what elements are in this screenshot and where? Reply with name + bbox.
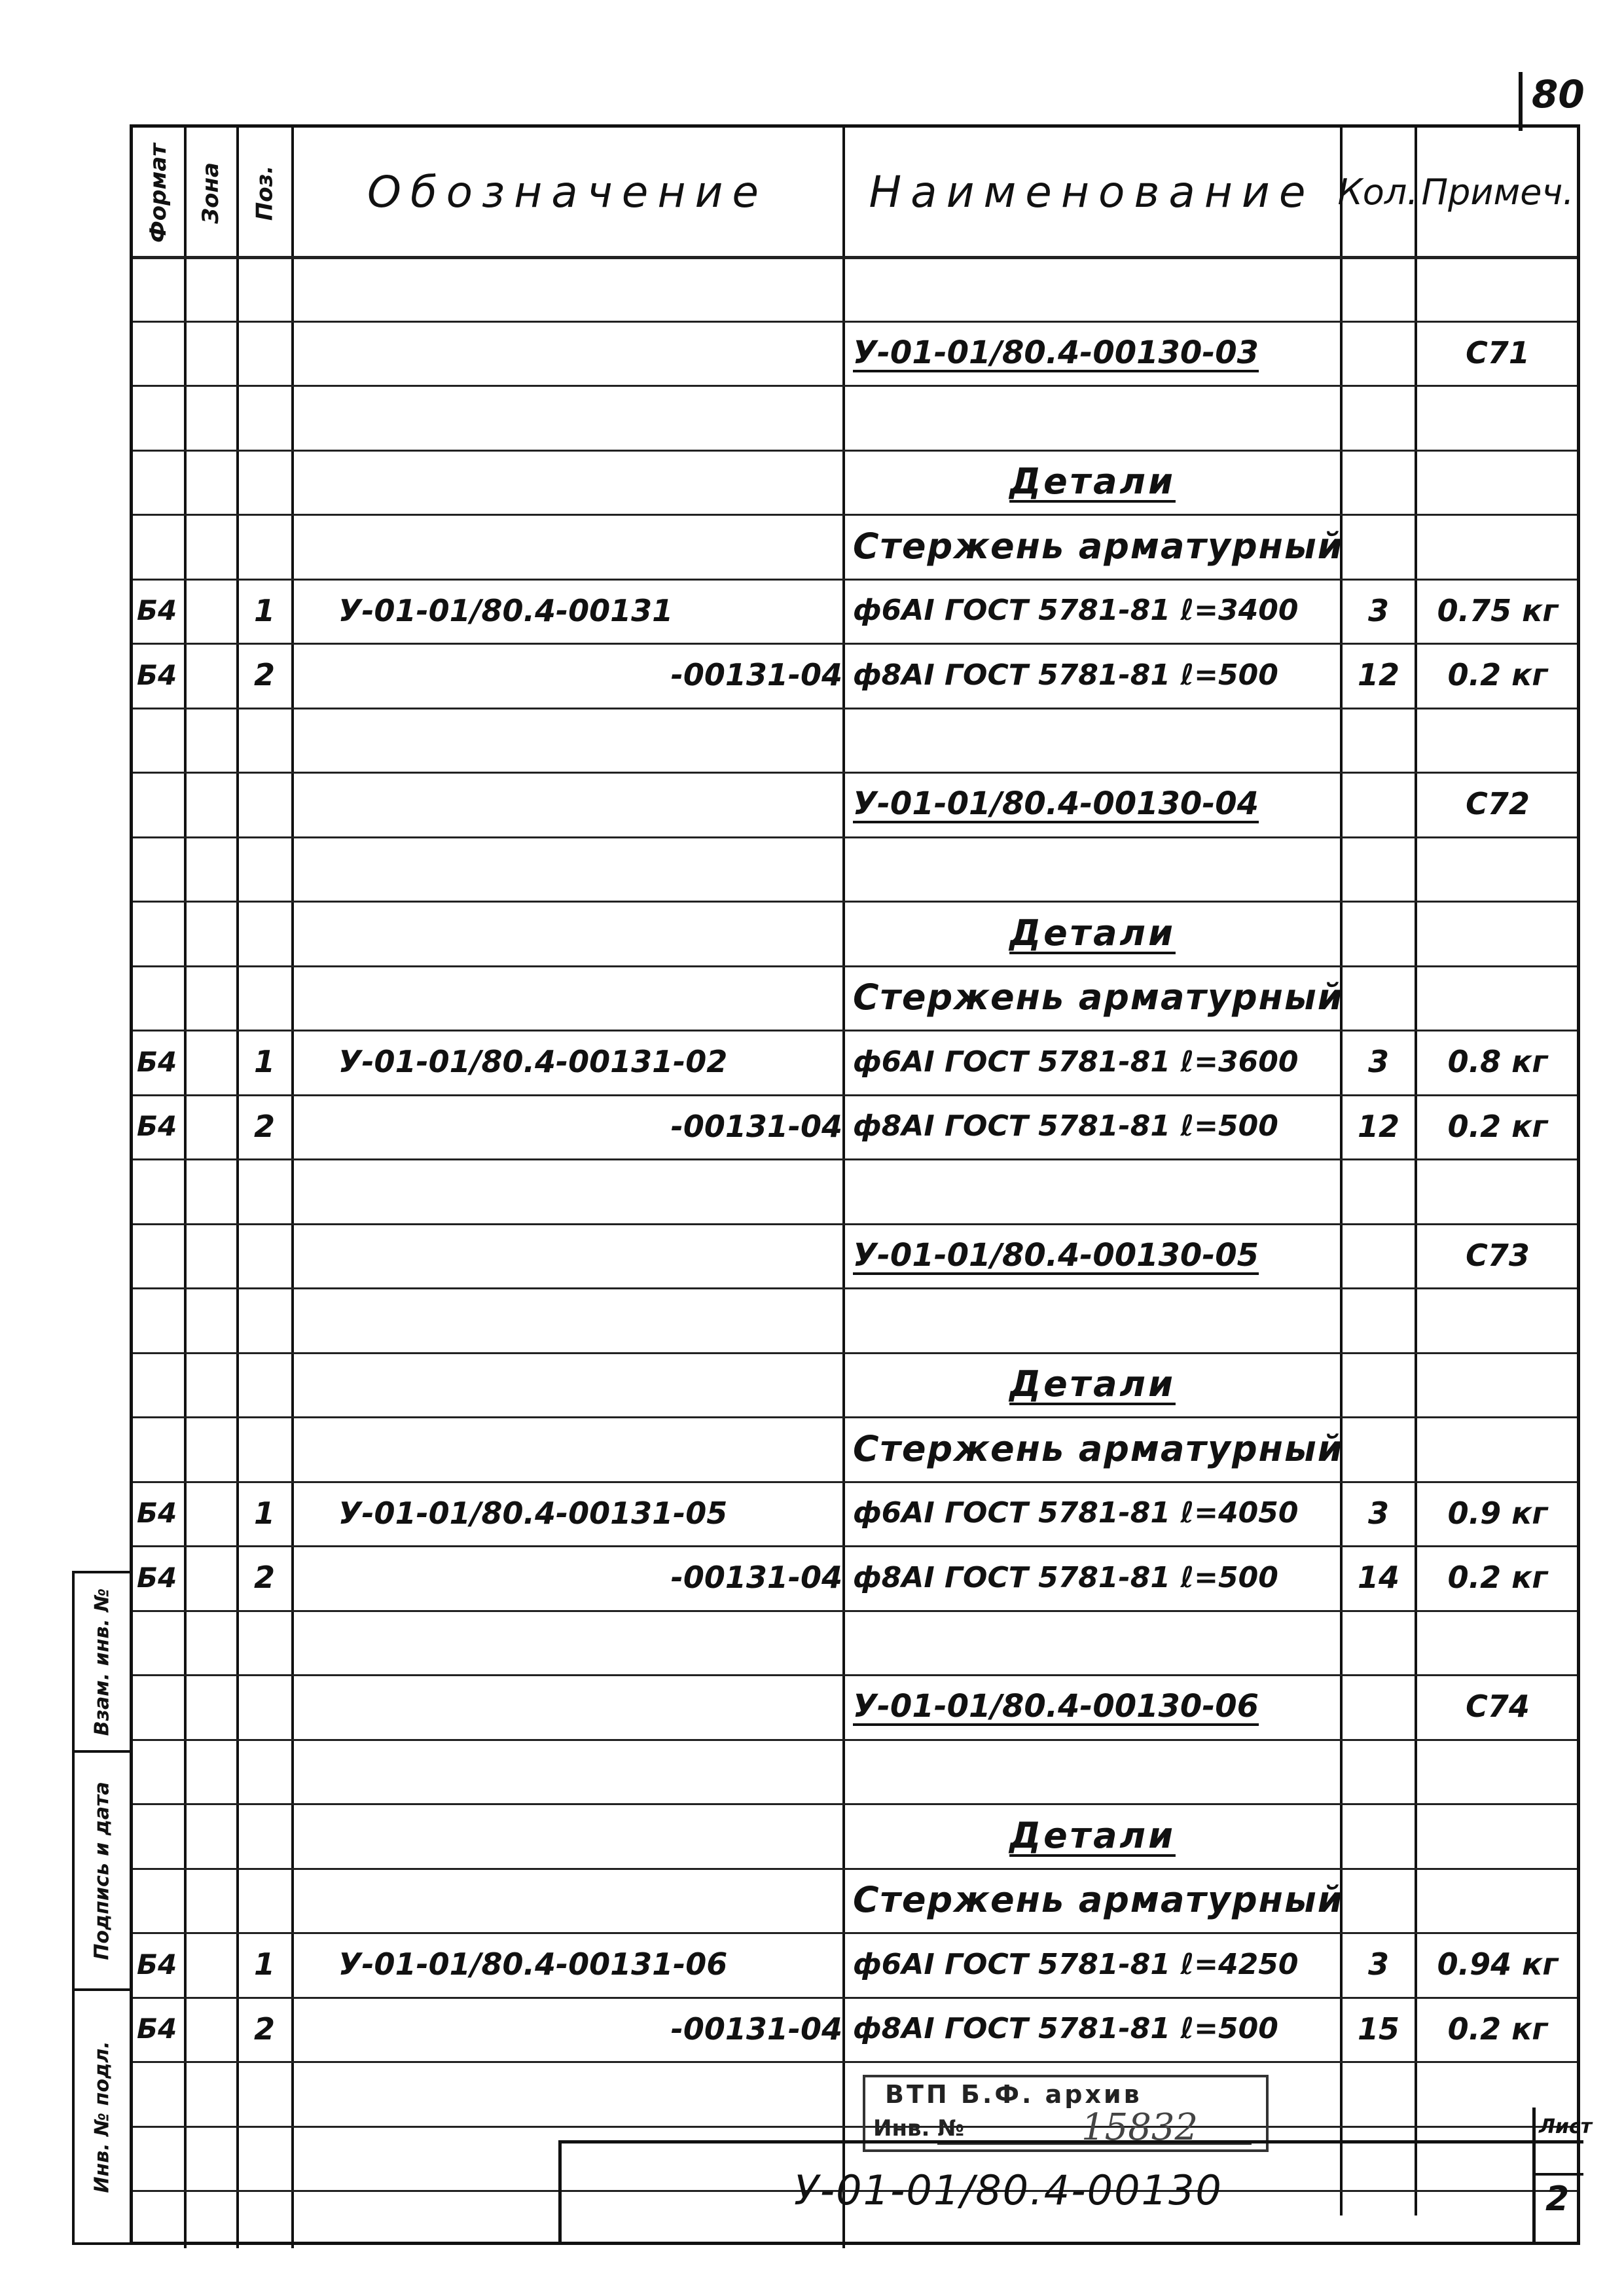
row-naimenovanie-text: ф6АI ГОСТ 5781-81 ℓ=4250 [853, 1947, 1299, 1981]
row-kol [1341, 1932, 1416, 1996]
row-oboznachenie [293, 1030, 888, 1094]
row-oboznachenie [293, 256, 888, 320]
row-naimenovanie [844, 321, 1350, 385]
row-naimenovanie [844, 772, 1350, 836]
row-oboznachenie [293, 579, 888, 643]
row-pos [238, 772, 291, 836]
row-pos [238, 1416, 291, 1480]
row-naimenovanie [844, 450, 1341, 514]
row-kol-text: 3 [1367, 1495, 1389, 1531]
row-kol [1341, 514, 1416, 578]
row-naimenovanie [844, 1030, 1350, 1094]
row-oboznachenie [293, 1868, 888, 1932]
strip-podpis-data: Подпись и дата [75, 1753, 130, 1991]
row-oboznachenie-text: -00131-04 [670, 2011, 842, 2047]
row-naimenovanie [844, 965, 1350, 1030]
row-naimenovanie-text: ф8АI ГОСТ 5781-81 ℓ=500 [853, 1109, 1278, 1143]
row-oboznachenie [293, 1223, 888, 1287]
row-format [133, 1610, 188, 1674]
row-pos-text: 1 [253, 592, 275, 628]
row-naimenovanie-text: Стержень арматурный [853, 1879, 1344, 1920]
header-format: Формат [145, 143, 172, 243]
row-naimenovanie [844, 901, 1341, 965]
row-oboznachenie [293, 321, 888, 385]
row-kol [1341, 1803, 1416, 1867]
row-pos [238, 1739, 291, 1803]
row-pos [238, 1545, 291, 1609]
row-naimenovanie-text: Детали [1009, 461, 1176, 502]
row-oboznachenie [293, 836, 888, 901]
row-primech [1416, 579, 1579, 643]
row-oboznachenie-text: У-01-01/80.4-00131-05 [338, 1495, 728, 1531]
row-format [133, 385, 188, 449]
row-format [133, 1030, 188, 1094]
row-naimenovanie [844, 256, 1350, 320]
row-naimenovanie-text: ф6АI ГОСТ 5781-81 ℓ=4050 [853, 1496, 1299, 1530]
row-primech-text: 0.94 кг [1437, 1946, 1559, 1982]
header-kol: Кол. [1337, 171, 1418, 213]
document-code: У-01-01/80.4-00130 [794, 2166, 1223, 2214]
row-naimenovanie-text: У-01-01/80.4-00130-05 [853, 1236, 1259, 1274]
row-primech [1416, 1545, 1579, 1609]
row-primech [1416, 1803, 1579, 1867]
row-pos [238, 385, 291, 449]
row-naimenovanie [844, 1481, 1350, 1545]
row-kol [1341, 708, 1416, 772]
row-primech-text: 0.2 кг [1447, 657, 1548, 692]
header-oboznachenie: Обозначение [367, 166, 768, 217]
row-kol [1341, 836, 1416, 901]
row-kol [1341, 1352, 1416, 1416]
row-primech-text: С71 [1466, 334, 1530, 370]
row-format-text: Б4 [137, 1045, 177, 1078]
row-oboznachenie [293, 1481, 888, 1545]
row-format-text: Б4 [137, 1110, 177, 1142]
row-format-text: Б4 [137, 2013, 177, 2045]
row-naimenovanie-text: У-01-01/80.4-00130-06 [853, 1688, 1259, 1725]
row-primech [1416, 1868, 1579, 1932]
row-kol [1341, 1997, 1416, 2061]
row-kol [1341, 1481, 1416, 1545]
row-kol-text: 3 [1367, 592, 1389, 628]
row-naimenovanie [844, 1932, 1350, 1996]
row-oboznachenie [293, 1674, 888, 1738]
row-oboznachenie-text: -00131-04 [670, 657, 842, 692]
row-pos [238, 1030, 291, 1094]
row-oboznachenie [293, 772, 888, 836]
row-naimenovanie-text: ф8АI ГОСТ 5781-81 ℓ=500 [853, 658, 1278, 692]
row-format [133, 1416, 188, 1480]
title-block-sheet-rule [1532, 2173, 1583, 2176]
row-primech-text: 0.2 кг [1447, 1560, 1548, 1595]
row-primech [1416, 1932, 1579, 1996]
row-pos [238, 579, 291, 643]
row-pos [238, 1094, 291, 1158]
row-kol [1341, 579, 1416, 643]
row-primech [1416, 1094, 1579, 1158]
row-pos [238, 901, 291, 965]
row-format [133, 1739, 188, 1803]
row-pos [238, 2061, 291, 2125]
row-pos [238, 1287, 291, 1352]
row-primech-text: С72 [1466, 786, 1530, 821]
row-primech [1416, 514, 1579, 578]
row-format-text: Б4 [137, 594, 177, 626]
row-naimenovanie [844, 1610, 1350, 1674]
row-primech [1416, 1223, 1579, 1287]
row-pos-text: 2 [253, 2011, 275, 2047]
row-format-text: Б4 [137, 1948, 177, 1981]
row-kol [1341, 772, 1416, 836]
page-number-rule [1519, 72, 1523, 131]
row-naimenovanie-text: У-01-01/80.4-00130-04 [853, 785, 1259, 822]
row-kol [1341, 385, 1416, 449]
row-format [133, 514, 188, 578]
stamp-number: 15832 [1081, 2106, 1199, 2149]
row-oboznachenie [293, 1094, 888, 1158]
row-primech-text: 0.75 кг [1437, 592, 1559, 628]
row-pos [238, 1481, 291, 1545]
row-oboznachenie-text: У-01-01/80.4-00131-02 [338, 1044, 728, 1079]
row-kol [1341, 1868, 1416, 1932]
row-format-text: Б4 [137, 658, 177, 691]
row-format [133, 1287, 188, 1352]
row-oboznachenie [293, 901, 888, 965]
row-naimenovanie [844, 1997, 1350, 2061]
row-primech-text: 0.9 кг [1447, 1495, 1548, 1531]
row-kol [1341, 1094, 1416, 1158]
row-oboznachenie [293, 1610, 888, 1674]
row-naimenovanie-text: Детали [1009, 912, 1176, 954]
row-format [133, 836, 188, 901]
row-naimenovanie [844, 1674, 1350, 1738]
row-format [133, 2061, 188, 2125]
sheet-number: 2 [1545, 2179, 1570, 2219]
row-primech-text: 0.8 кг [1447, 1044, 1548, 1079]
row-format [133, 1094, 188, 1158]
strip-inv-podl: Инв. № подл. [90, 2040, 114, 2193]
row-oboznachenie [293, 708, 888, 772]
row-kol [1341, 965, 1416, 1030]
specification-table [130, 124, 1580, 2245]
row-pos [238, 965, 291, 1030]
sheet-label: Лист [1539, 2115, 1593, 2138]
row-pos [238, 321, 291, 385]
row-oboznachenie [293, 965, 888, 1030]
row-naimenovanie-text: ф8АI ГОСТ 5781-81 ℓ=500 [853, 1560, 1278, 1594]
row-pos [238, 256, 291, 320]
row-kol [1341, 643, 1416, 707]
row-naimenovanie [844, 708, 1350, 772]
row-primech [1416, 321, 1579, 385]
header-primech: Примеч. [1421, 171, 1574, 213]
row-kol [1341, 1030, 1416, 1094]
header-naimenovanie: Наименование [869, 166, 1315, 217]
row-naimenovanie [844, 1223, 1350, 1287]
row-kol [1341, 256, 1416, 320]
row-oboznachenie [293, 2061, 888, 2125]
row-oboznachenie [293, 385, 888, 449]
row-format [133, 579, 188, 643]
row-primech [1416, 1416, 1579, 1480]
row-naimenovanie-text: Стержень арматурный [853, 525, 1344, 567]
row-format [133, 256, 188, 320]
row-kol [1341, 1674, 1416, 1738]
row-pos [238, 708, 291, 772]
row-kol-text: 14 [1357, 1560, 1399, 1595]
row-oboznachenie [293, 450, 888, 514]
row-naimenovanie-text: ф8АI ГОСТ 5781-81 ℓ=500 [853, 2012, 1278, 2045]
row-primech [1416, 772, 1579, 836]
row-kol [1341, 1610, 1416, 1674]
row-pos [238, 1868, 291, 1932]
stamp-line-1: ВТП Б.Ф. архив [885, 2080, 1142, 2109]
row-naimenovanie [844, 836, 1350, 901]
row-pos [238, 1997, 291, 2061]
row-pos [238, 1158, 291, 1223]
row-pos-text: 1 [253, 1946, 275, 1982]
row-naimenovanie-text: Детали [1009, 1814, 1176, 1856]
header-pos: Поз. [251, 165, 278, 221]
row-format [133, 1545, 188, 1609]
row-oboznachenie [293, 1932, 888, 1996]
row-primech [1416, 1481, 1579, 1545]
row-naimenovanie-text: ф6АI ГОСТ 5781-81 ℓ=3600 [853, 1045, 1299, 1079]
row-oboznachenie-text: -00131-04 [670, 1560, 842, 1595]
row-format [133, 1997, 188, 2061]
row-naimenovanie-text: Стержень арматурный [853, 977, 1344, 1018]
row-format [133, 1674, 188, 1738]
row-primech [1416, 1287, 1579, 1352]
row-naimenovanie [844, 1352, 1341, 1416]
row-pos [238, 1932, 291, 1996]
row-naimenovanie [844, 514, 1350, 578]
row-naimenovanie [844, 1416, 1350, 1480]
row-primech [1416, 901, 1579, 965]
row-pos-text: 2 [253, 1560, 275, 1595]
row-format [133, 708, 188, 772]
row-kol [1341, 2061, 1416, 2125]
row-naimenovanie-text: ф6АI ГОСТ 5781-81 ℓ=3400 [853, 594, 1299, 627]
row-primech [1416, 643, 1579, 707]
row-kol [1341, 901, 1416, 965]
row-format [133, 901, 188, 965]
row-naimenovanie [844, 1094, 1350, 1158]
row-pos [238, 1223, 291, 1287]
row-oboznachenie [293, 1416, 888, 1480]
header-zone: Зона [198, 162, 225, 224]
row-kol-text: 3 [1367, 1946, 1389, 1982]
row-primech-text: 0.2 кг [1447, 1108, 1548, 1144]
row-kol [1341, 1287, 1416, 1352]
row-primech [1416, 450, 1579, 514]
row-oboznachenie [293, 1803, 888, 1867]
row-pos-text: 2 [253, 1108, 275, 1144]
row-naimenovanie [844, 1287, 1350, 1352]
row-primech [1416, 1158, 1579, 1223]
row-kol-text: 15 [1357, 2011, 1399, 2047]
left-stamp-strip [72, 1571, 130, 2245]
page-number: 80 [1532, 72, 1585, 117]
row-kol [1341, 1223, 1416, 1287]
row-primech [1416, 385, 1579, 449]
row-naimenovanie [844, 1545, 1350, 1609]
row-primech [1416, 256, 1579, 320]
row-naimenovanie-text: Детали [1009, 1363, 1176, 1405]
row-naimenovanie [844, 1739, 1350, 1803]
row-naimenovanie [844, 643, 1350, 707]
row-oboznachenie-text: У-01-01/80.4-00131 [338, 592, 674, 628]
row-primech [1416, 1610, 1579, 1674]
row-format-text: Б4 [137, 1497, 177, 1529]
row-pos-text: 1 [253, 1495, 275, 1531]
row-kol [1341, 1416, 1416, 1480]
row-primech-text: С73 [1466, 1237, 1530, 1273]
row-oboznachenie [293, 514, 888, 578]
row-format [133, 1352, 188, 1416]
row-format [133, 1158, 188, 1223]
strip-vzam-inv: Взам. инв. № [75, 1573, 130, 1753]
row-kol-text: 12 [1357, 1108, 1399, 1144]
row-format [133, 1223, 188, 1287]
row-naimenovanie [844, 385, 1350, 449]
title-block-divider [1532, 2108, 1536, 2245]
row-kol [1341, 1545, 1416, 1609]
row-kol [1341, 1739, 1416, 1803]
row-format [133, 1481, 188, 1545]
row-oboznachenie [293, 1545, 888, 1609]
row-format [133, 321, 188, 385]
row-oboznachenie-text: У-01-01/80.4-00131-06 [338, 1946, 728, 1982]
row-oboznachenie [293, 1352, 888, 1416]
row-primech [1416, 708, 1579, 772]
row-primech [1416, 1352, 1579, 1416]
row-format-text: Б4 [137, 1561, 177, 1594]
row-pos-text: 2 [253, 657, 275, 692]
row-oboznachenie [293, 643, 888, 707]
row-primech [1416, 1739, 1579, 1803]
row-primech-text: С74 [1466, 1689, 1530, 1724]
row-format [133, 450, 188, 514]
row-primech [1416, 965, 1579, 1030]
title-block-top-rule [558, 2140, 1583, 2144]
row-naimenovanie [844, 1158, 1350, 1223]
row-oboznachenie [293, 1997, 888, 2061]
row-primech [1416, 836, 1579, 901]
row-pos [238, 836, 291, 901]
row-primech-text: 0.2 кг [1447, 2011, 1548, 2047]
row-naimenovanie [844, 1803, 1341, 1867]
row-oboznachenie [293, 1158, 888, 1223]
row-pos [238, 1674, 291, 1738]
row-kol-text: 3 [1367, 1044, 1389, 1079]
row-pos [238, 1610, 291, 1674]
row-naimenovanie-text: Стержень арматурный [853, 1427, 1344, 1469]
row-format [133, 1932, 188, 1996]
row-naimenovanie [844, 1868, 1350, 1932]
row-format [133, 965, 188, 1030]
row-pos [238, 1803, 291, 1867]
row-naimenovanie-text: У-01-01/80.4-00130-03 [853, 334, 1259, 371]
row-format [133, 772, 188, 836]
row-pos [238, 643, 291, 707]
row-kol-text: 12 [1357, 657, 1399, 692]
stamp-line-2: Инв. № [873, 2115, 965, 2142]
row-oboznachenie-text: -00131-04 [670, 1108, 842, 1144]
row-primech [1416, 1674, 1579, 1738]
row-oboznachenie [293, 1739, 888, 1803]
row-naimenovanie [844, 579, 1350, 643]
row-pos-text: 1 [253, 1044, 275, 1079]
row-kol [1341, 450, 1416, 514]
row-format [133, 1803, 188, 1867]
row-pos [238, 450, 291, 514]
row-pos [238, 1352, 291, 1416]
row-kol [1341, 321, 1416, 385]
row-pos [238, 514, 291, 578]
row-oboznachenie [293, 1287, 888, 1352]
row-format [133, 643, 188, 707]
row-primech [1416, 1030, 1579, 1094]
row-format [133, 1868, 188, 1932]
title-block-divider [558, 2140, 562, 2245]
row-primech [1416, 1997, 1579, 2061]
row-kol [1341, 1158, 1416, 1223]
